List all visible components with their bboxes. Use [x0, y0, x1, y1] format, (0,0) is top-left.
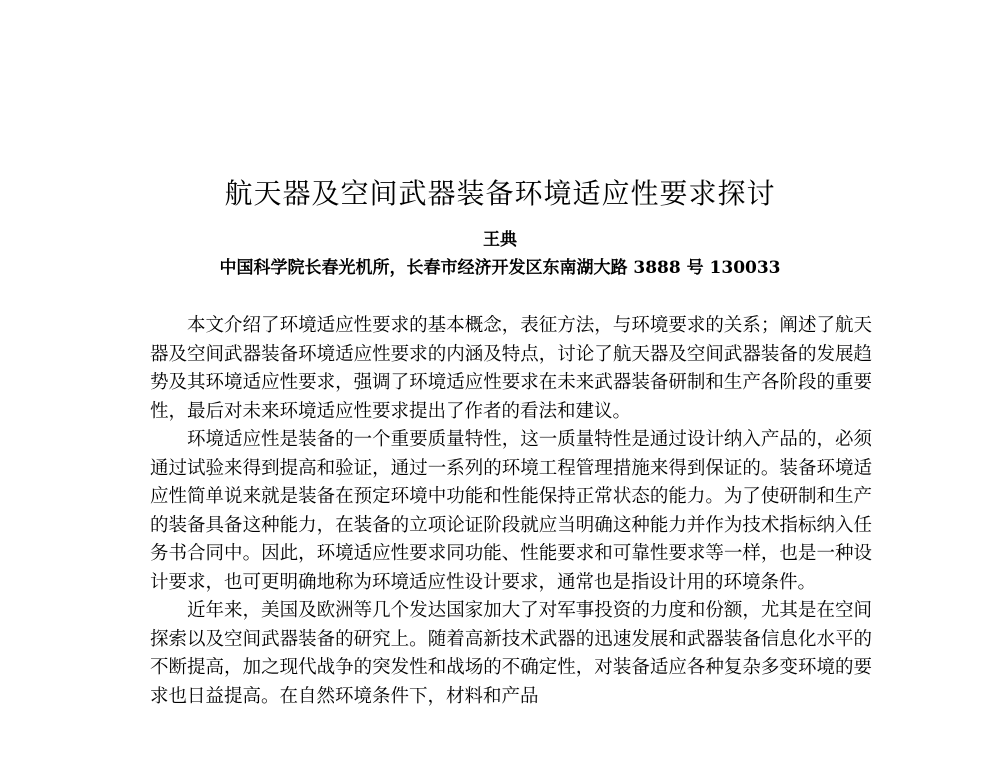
body-paragraph-2: 近年来，美国及欧洲等几个发达国家加大了对军事投资的力度和份额，尤其是在空间探索以及空间武器装备的研究上。随着高新技术武器的迅速发展和武器装备信息化水平的不断提高，加之现代战争的突发性和战场的不确定性，对装备适应各种复杂多变环境的要求也日益提高。在自然环境条件下，材料和产品: [150, 600, 872, 707]
abstract-paragraph: 本文介绍了环境适应性要求的基本概念，表征方法，与环境要求的关系；阐述了航天器及空间武器装备环境适应性要求的内涵及特点，讨论了航天器及空间武器装备的发展趋势及其环境适应性要求，强调了环境适应性要求在未来武器装备研制和生产各阶段的重要性，最后对未来环境适应性要求提出了作者的看法和建议。: [150, 315, 872, 422]
paper-title: 航天器及空间武器装备环境适应性要求探讨: [224, 177, 776, 210]
author-affiliation: 中国科学院长春光机所，长春市经济开发区东南湖大路 3888 号 130033: [219, 258, 781, 278]
body-paragraph-1: 环境适应性是装备的一个重要质量特性，这一质量特性是通过设计纳入产品的，必须通过试验来得到提高和验证，通过一系列的环境工程管理措施来得到保证的。装备环境适应性简单说来就是装备在预定环境中功能和性能保持正常状态的能力。为了使研制和生产的装备具备这种能力，在装备的立项论证阶段就应当明确这种能力并作为技术指标纳入任务书合同中。因此，环境适应性要求同功能、性能要求和可靠性要求等一样，也是一种设计要求，也可更明确地称为环境适应性设计要求，通常也是指设计用的环境条件。: [150, 429, 872, 593]
author-name: 王典: [483, 230, 517, 250]
body-text: [150, 312, 872, 760]
